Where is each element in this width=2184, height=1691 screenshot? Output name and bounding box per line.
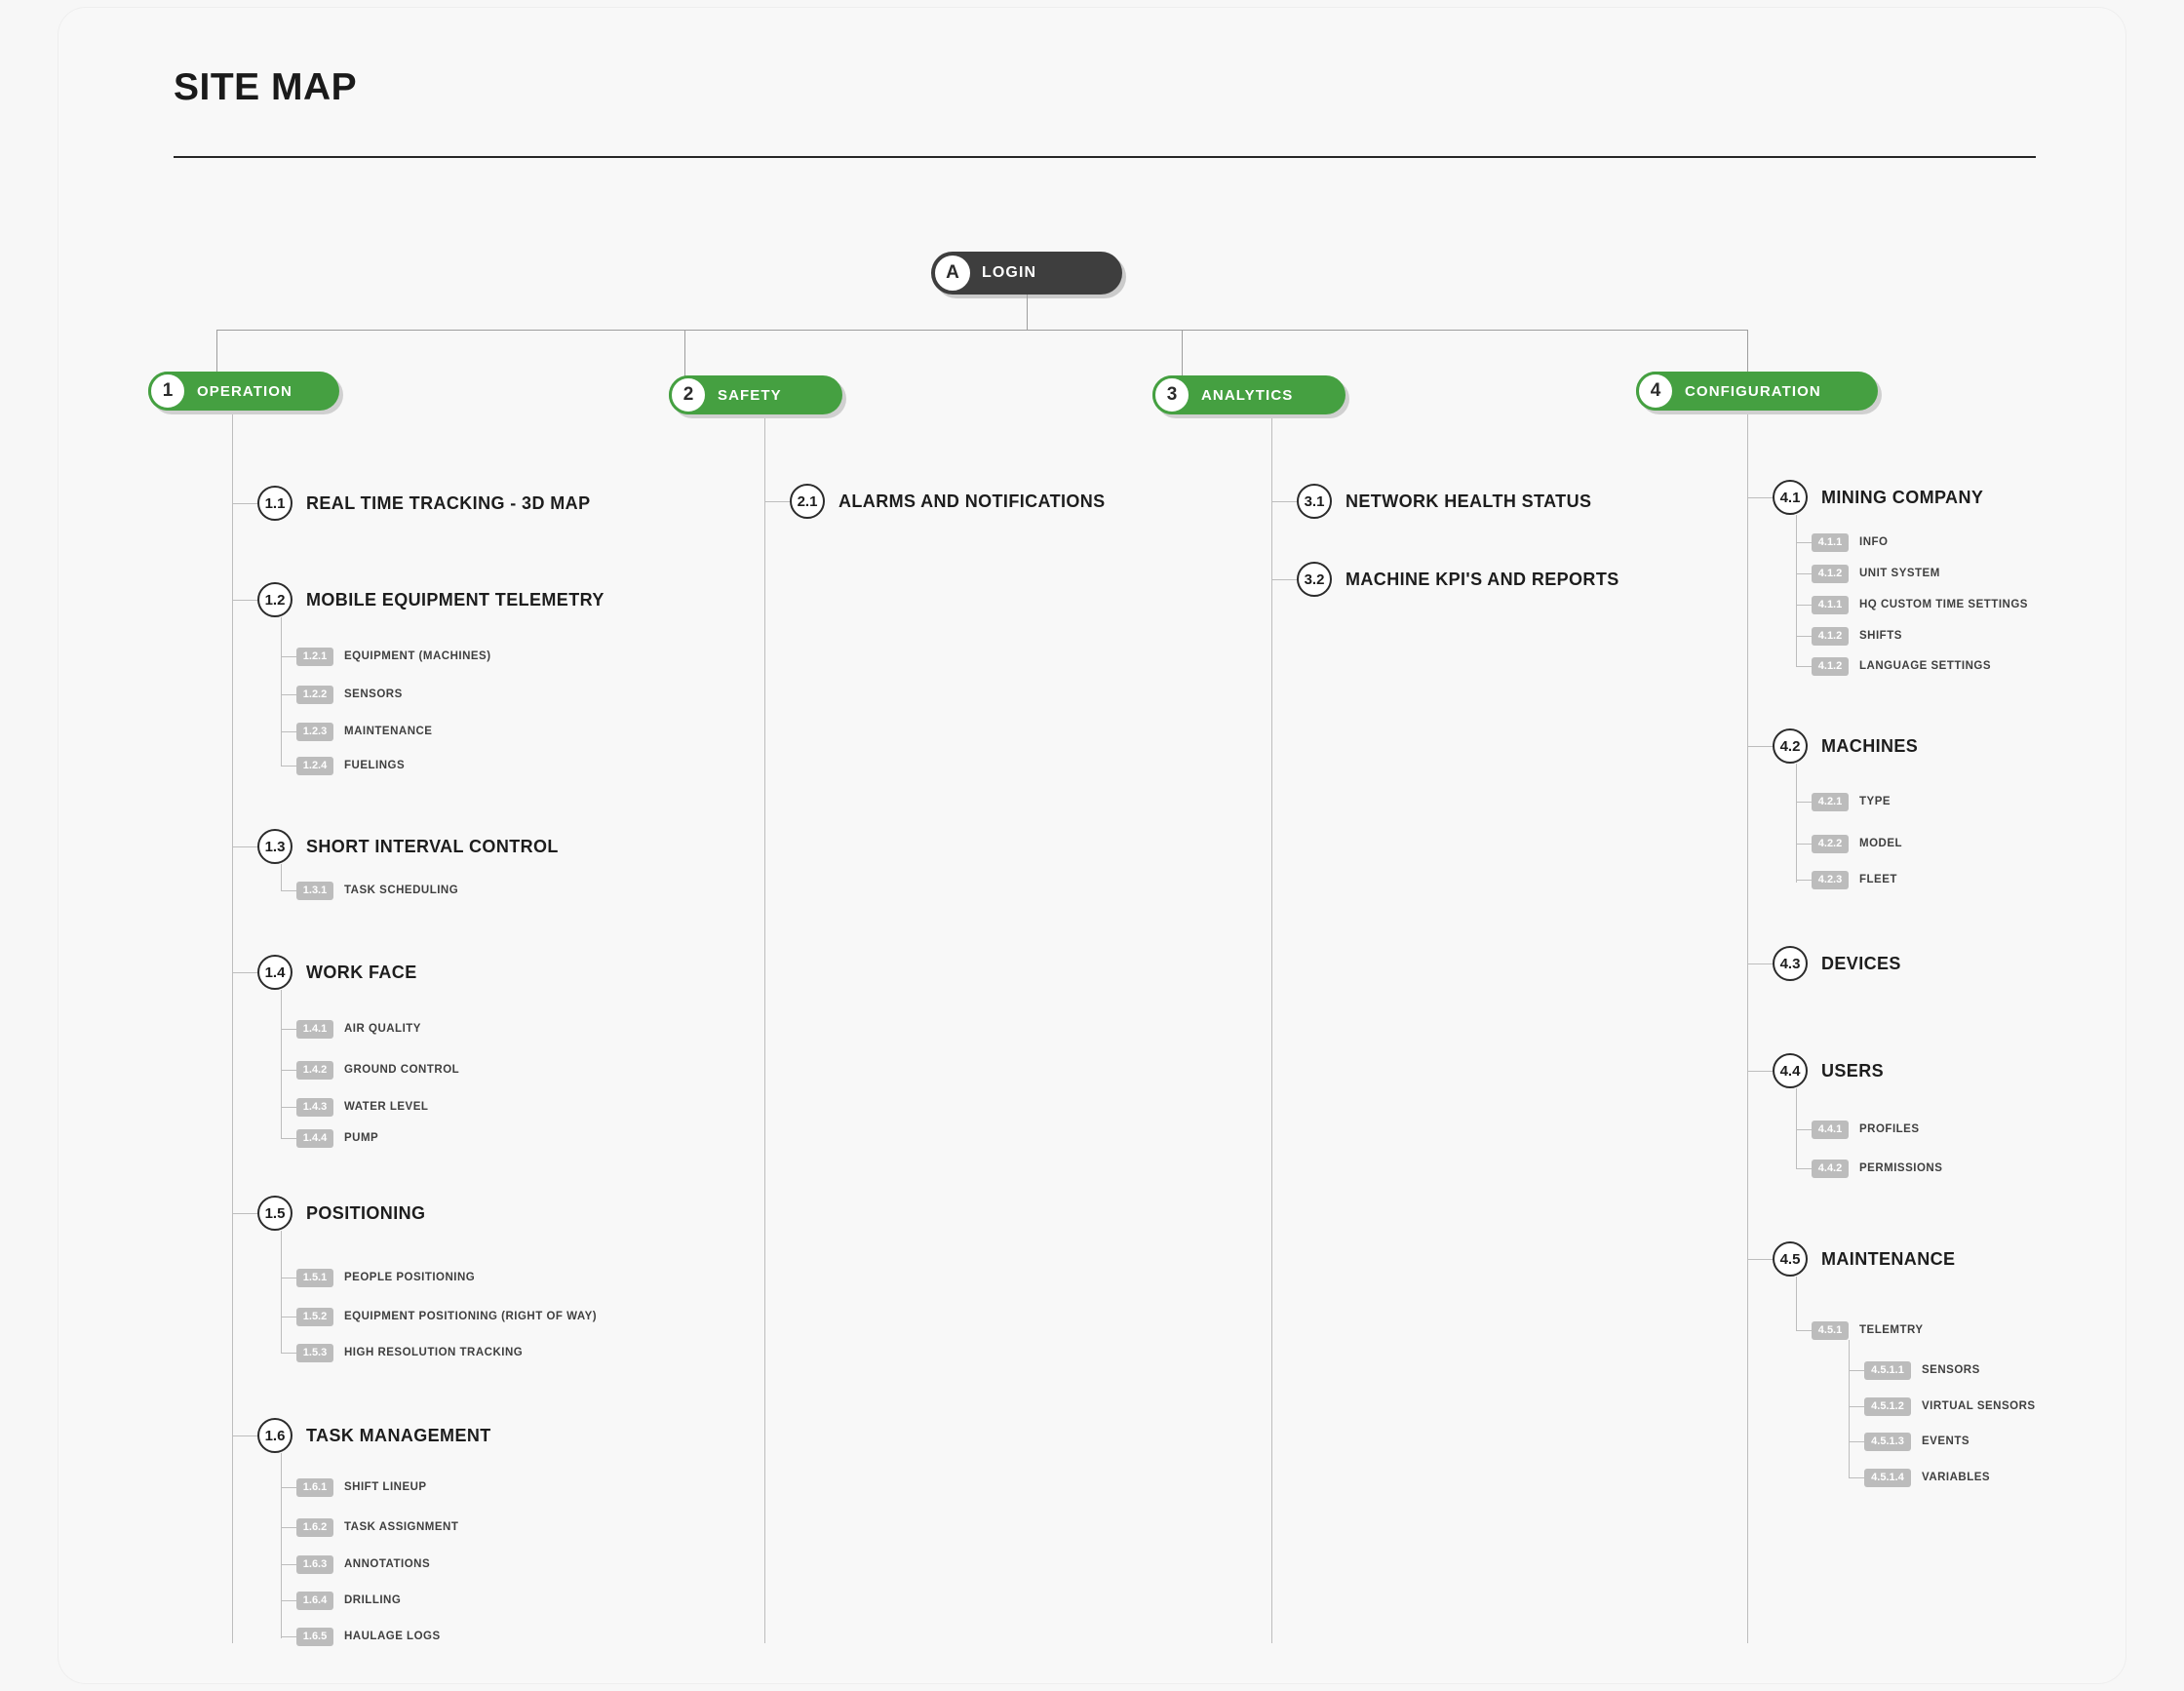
node-1-1-label: REAL TIME TRACKING - 3D MAP <box>306 492 591 513</box>
node-4-3-label: DEVICES <box>1821 953 1901 973</box>
node-1-2-3-chip: 1.2.3 <box>296 723 333 741</box>
node-4-1-1-chip: 4.1.1 <box>1812 533 1849 552</box>
connector-1-4-1 <box>281 1029 296 1030</box>
node-1-2-1-chip: 1.2.1 <box>296 648 333 666</box>
connector-4-5-1-4 <box>1849 1477 1864 1478</box>
connector-spine-configuration <box>1747 414 1748 1643</box>
connector-3-2 <box>1271 579 1297 580</box>
connector-4-1-2 <box>1796 573 1812 574</box>
node-1-4-1[interactable] <box>296 1019 421 1039</box>
node-operation-badge: 1 <box>148 372 187 411</box>
node-4-2-3-label: FLEET <box>1859 874 1897 885</box>
node-4-5-1-1[interactable] <box>1864 1360 1980 1380</box>
connector-spine-safety <box>764 418 765 1643</box>
node-1-4-1-label: AIR QUALITY <box>344 1023 421 1035</box>
connector-4-1-5 <box>1796 666 1812 667</box>
connector-spine-1-2 <box>281 617 282 766</box>
node-1-5-2[interactable] <box>296 1307 597 1326</box>
node-operation[interactable] <box>148 372 339 414</box>
node-1-6-1-chip: 1.6.1 <box>296 1478 333 1497</box>
node-1-6-1[interactable] <box>296 1477 427 1497</box>
connector-1-6-1 <box>281 1487 296 1488</box>
node-1-4-2-label: GROUND CONTROL <box>344 1064 460 1076</box>
node-1-4-badge: 1.4 <box>257 955 292 990</box>
node-1-4-3-label: WATER LEVEL <box>344 1101 429 1113</box>
connector-spine-4-1 <box>1796 515 1797 666</box>
node-login-label: LOGIN <box>982 264 1037 281</box>
connector-4-5 <box>1747 1259 1773 1260</box>
connector-1-2-2 <box>281 694 296 695</box>
node-4-1[interactable] <box>1773 480 1983 515</box>
connector-4-5-1 <box>1796 1330 1812 1331</box>
node-2-1[interactable] <box>790 484 1106 519</box>
connector-1-6-3 <box>281 1564 296 1565</box>
node-4-1-3[interactable] <box>1812 595 2028 614</box>
connector-1-4-4 <box>281 1138 296 1139</box>
node-1-2-2[interactable] <box>296 685 403 704</box>
connector-4-2-1 <box>1796 802 1812 803</box>
node-1-6-5-chip: 1.6.5 <box>296 1628 333 1646</box>
node-3-1-badge: 3.1 <box>1297 484 1332 519</box>
node-1-5-label: POSITIONING <box>306 1202 426 1223</box>
connector-4-2 <box>1747 746 1773 747</box>
node-4-4-badge: 4.4 <box>1773 1053 1808 1088</box>
page-title: SITE MAP <box>174 66 358 108</box>
node-4-1-5-label: LANGUAGE SETTINGS <box>1859 660 1992 672</box>
connector-spine-4-5 <box>1796 1277 1797 1330</box>
node-4-5-1-4-label: VARIABLES <box>1922 1472 1991 1483</box>
node-4-4-label: USERS <box>1821 1060 1885 1081</box>
connector-1-2-4 <box>281 766 296 767</box>
node-safety-label: SAFETY <box>718 386 782 404</box>
connector-1-4-2 <box>281 1070 296 1071</box>
node-1-2[interactable] <box>257 582 604 617</box>
connector-1-4 <box>232 972 257 973</box>
node-4-2-1[interactable] <box>1812 792 1891 811</box>
node-4-2-2[interactable] <box>1812 834 1902 853</box>
node-1-6-2[interactable] <box>296 1517 458 1537</box>
connector-4-1-3 <box>1796 605 1812 606</box>
node-1-6-label: TASK MANAGEMENT <box>306 1425 491 1445</box>
node-4-5-1-4[interactable] <box>1864 1468 1990 1487</box>
node-4-4-1-label: PROFILES <box>1859 1123 1920 1135</box>
node-configuration-label: CONFIGURATION <box>1685 382 1821 400</box>
connector-4-1 <box>1747 497 1773 498</box>
node-1-2-2-chip: 1.2.2 <box>296 686 333 704</box>
node-4-5-1-3-label: EVENTS <box>1922 1435 1970 1447</box>
node-1-3[interactable] <box>257 829 559 864</box>
node-1-4-4-chip: 1.4.4 <box>296 1129 333 1148</box>
node-4-4-2[interactable] <box>1812 1159 1942 1178</box>
node-4-2[interactable] <box>1773 728 1918 764</box>
node-1-5-3-label: HIGH RESOLUTION TRACKING <box>344 1347 524 1358</box>
node-1-6-3-label: ANNOTATIONS <box>344 1558 431 1570</box>
node-4-2-label: MACHINES <box>1821 735 1919 756</box>
node-4-1-4[interactable] <box>1812 626 1902 646</box>
node-1-2-3[interactable] <box>296 722 432 741</box>
node-1-2-label: MOBILE EQUIPMENT TELEMETRY <box>306 589 604 610</box>
connector-4-1-1 <box>1796 542 1812 543</box>
node-1-3-1-chip: 1.3.1 <box>296 882 333 900</box>
connector-1-2-3 <box>281 731 296 732</box>
node-1-2-4[interactable] <box>296 756 405 775</box>
node-1-5-1-label: PEOPLE POSITIONING <box>344 1272 476 1283</box>
node-1-4[interactable] <box>257 955 417 990</box>
connector-1-1 <box>232 503 257 504</box>
node-4-1-2[interactable] <box>1812 564 1940 583</box>
node-4-5-label: MAINTENANCE <box>1821 1248 1956 1269</box>
node-1-4-4[interactable] <box>296 1128 378 1148</box>
connector-4-4 <box>1747 1071 1773 1072</box>
node-1-2-3-label: MAINTENANCE <box>344 726 433 737</box>
connector-spine-analytics <box>1271 418 1272 1643</box>
connector-4-5-1-3 <box>1849 1441 1864 1442</box>
node-4-5-1-1-chip: 4.5.1.1 <box>1864 1361 1911 1380</box>
node-1-6-4[interactable] <box>296 1591 401 1610</box>
title-divider <box>174 156 2036 158</box>
node-1-3-1[interactable] <box>296 881 458 900</box>
node-3-2-badge: 3.2 <box>1297 562 1332 597</box>
node-4-5-1-2[interactable] <box>1864 1396 2036 1416</box>
connector-spine-operation <box>232 414 233 1643</box>
node-1-2-4-label: FUELINGS <box>344 760 406 771</box>
node-4-1-2-label: UNIT SYSTEM <box>1859 568 1940 579</box>
node-1-5-2-chip: 1.5.2 <box>296 1308 333 1326</box>
node-1-2-4-chip: 1.2.4 <box>296 757 333 775</box>
node-1-6-2-label: TASK ASSIGNMENT <box>344 1521 459 1533</box>
node-4-2-2-label: MODEL <box>1859 838 1903 849</box>
connector-1-2 <box>232 600 257 601</box>
node-1-5[interactable] <box>257 1196 425 1231</box>
node-4-1-label: MINING COMPANY <box>1821 487 1984 507</box>
node-1-4-3-chip: 1.4.3 <box>296 1098 333 1117</box>
connector-spine-1-5 <box>281 1231 282 1353</box>
node-1-2-1[interactable] <box>296 647 491 666</box>
connector-spine-4-5-1 <box>1849 1340 1850 1478</box>
connector-1-2-1 <box>281 656 296 657</box>
node-1-5-2-label: EQUIPMENT POSITIONING (RIGHT OF WAY) <box>344 1311 598 1322</box>
connector-root-stem <box>1027 295 1028 330</box>
node-2-1-label: ALARMS AND NOTIFICATIONS <box>838 491 1106 511</box>
node-configuration[interactable] <box>1636 372 1878 414</box>
node-4-1-1-label: INFO <box>1859 536 1889 548</box>
node-configuration-badge: 4 <box>1636 372 1675 411</box>
connector-4-1-4 <box>1796 636 1812 637</box>
node-4-5-1[interactable] <box>1812 1320 1924 1340</box>
node-4-4-2-chip: 4.4.2 <box>1812 1160 1849 1178</box>
node-4-5-badge: 4.5 <box>1773 1241 1808 1277</box>
node-4-1-3-label: HQ CUSTOM TIME SETTINGS <box>1859 599 2028 610</box>
node-4-1-2-chip: 4.1.2 <box>1812 565 1849 583</box>
node-4-5-1-2-label: VIRTUAL SENSORS <box>1922 1400 2036 1412</box>
node-1-6-2-chip: 1.6.2 <box>296 1518 333 1537</box>
node-1-6[interactable] <box>257 1418 491 1453</box>
node-4-5-1-chip: 4.5.1 <box>1812 1321 1849 1340</box>
connector-1-3-1 <box>281 890 296 891</box>
connector-1-6-4 <box>281 1600 296 1601</box>
node-4-1-4-chip: 4.1.2 <box>1812 627 1849 646</box>
connector-4-4-2 <box>1796 1168 1812 1169</box>
node-4-2-1-chip: 4.2.1 <box>1812 793 1849 811</box>
node-4-5[interactable] <box>1773 1241 1955 1277</box>
node-4-2-3[interactable] <box>1812 870 1897 889</box>
connector-1-4-3 <box>281 1107 296 1108</box>
node-1-3-1-label: TASK SCHEDULING <box>344 885 459 896</box>
connector-spine-1-4 <box>281 990 282 1138</box>
node-3-1-label: NETWORK HEALTH STATUS <box>1346 491 1592 511</box>
node-1-3-badge: 1.3 <box>257 829 292 864</box>
node-4-5-1-3[interactable] <box>1864 1432 1970 1451</box>
node-4-2-2-chip: 4.2.2 <box>1812 835 1849 853</box>
node-4-5-1-4-chip: 4.5.1.4 <box>1864 1469 1911 1487</box>
node-1-4-4-label: PUMP <box>344 1132 379 1144</box>
node-1-1[interactable] <box>257 486 590 521</box>
node-1-6-4-label: DRILLING <box>344 1594 402 1606</box>
node-1-4-2-chip: 1.4.2 <box>296 1061 333 1080</box>
node-4-1-4-label: SHIFTS <box>1859 630 1902 642</box>
node-1-6-5-label: HAULAGE LOGS <box>344 1631 441 1642</box>
node-1-5-3-chip: 1.5.3 <box>296 1344 333 1362</box>
connector-4-2-2 <box>1796 844 1812 845</box>
connector-4-5-1-2 <box>1849 1406 1864 1407</box>
node-1-6-3-chip: 1.6.3 <box>296 1555 333 1574</box>
connector-1-6-5 <box>281 1636 296 1637</box>
node-1-6-1-label: SHIFT LINEUP <box>344 1481 427 1493</box>
node-4-2-1-label: TYPE <box>1859 796 1892 807</box>
node-4-5-1-label: TELEMTRY <box>1859 1324 1924 1336</box>
connector-1-3 <box>232 846 257 847</box>
node-3-1[interactable] <box>1297 484 1591 519</box>
connector-4-3 <box>1747 963 1773 964</box>
connector-2-1 <box>764 501 790 502</box>
node-4-3-badge: 4.3 <box>1773 946 1808 981</box>
node-3-2-label: MACHINE KPI'S AND REPORTS <box>1346 569 1619 589</box>
node-1-6-3[interactable] <box>296 1554 430 1574</box>
node-4-1-5[interactable] <box>1812 656 1991 676</box>
node-1-2-1-label: EQUIPMENT (MACHINES) <box>344 650 491 662</box>
node-1-4-2[interactable] <box>296 1060 459 1080</box>
node-3-2[interactable] <box>1297 562 1619 597</box>
connector-1-6-2 <box>281 1527 296 1528</box>
node-4-2-3-chip: 4.2.3 <box>1812 871 1849 889</box>
node-1-4-1-chip: 1.4.1 <box>296 1020 333 1039</box>
connector-spine-4-2 <box>1796 764 1797 883</box>
connector-1-6 <box>232 1435 257 1436</box>
node-analytics[interactable] <box>1152 375 1346 418</box>
node-4-1-5-chip: 4.1.2 <box>1812 657 1849 676</box>
node-1-5-1[interactable] <box>296 1268 475 1287</box>
node-4-1-3-chip: 4.1.1 <box>1812 596 1849 614</box>
node-4-3[interactable] <box>1773 946 1901 981</box>
node-4-4-1[interactable] <box>1812 1120 1920 1139</box>
node-4-5-1-2-chip: 4.5.1.2 <box>1864 1397 1911 1416</box>
node-1-5-1-chip: 1.5.1 <box>296 1269 333 1287</box>
connector-spine-1-6 <box>281 1453 282 1638</box>
node-1-2-badge: 1.2 <box>257 582 292 617</box>
connector-4-5-1-1 <box>1849 1370 1864 1371</box>
connector-top-bus <box>216 330 1747 331</box>
node-analytics-label: ANALYTICS <box>1201 386 1294 404</box>
node-4-5-1-3-chip: 4.5.1.3 <box>1864 1433 1911 1451</box>
node-1-1-badge: 1.1 <box>257 486 292 521</box>
node-1-4-3[interactable] <box>296 1097 428 1117</box>
node-4-1-badge: 4.1 <box>1773 480 1808 515</box>
node-safety[interactable] <box>669 375 842 418</box>
node-4-2-badge: 4.2 <box>1773 728 1808 764</box>
node-4-4-1-chip: 4.4.1 <box>1812 1121 1849 1139</box>
node-operation-label: OPERATION <box>197 382 292 400</box>
connector-1-5-3 <box>281 1353 296 1354</box>
connector-3-1 <box>1271 501 1297 502</box>
node-1-6-5[interactable] <box>296 1627 441 1646</box>
node-1-3-label: SHORT INTERVAL CONTROL <box>306 836 559 856</box>
connector-1-5 <box>232 1213 257 1214</box>
connector-4-2-3 <box>1796 880 1812 881</box>
node-4-4[interactable] <box>1773 1053 1884 1088</box>
node-login[interactable] <box>931 252 1126 298</box>
node-1-5-badge: 1.5 <box>257 1196 292 1231</box>
node-2-1-badge: 2.1 <box>790 484 825 519</box>
node-login-badge: A <box>933 254 972 293</box>
node-analytics-badge: 3 <box>1152 375 1191 414</box>
node-1-2-2-label: SENSORS <box>344 688 403 700</box>
node-1-6-4-chip: 1.6.4 <box>296 1592 333 1610</box>
node-1-6-badge: 1.6 <box>257 1418 292 1453</box>
node-4-4-2-label: PERMISSIONS <box>1859 1162 1943 1174</box>
node-1-5-3[interactable] <box>296 1343 523 1362</box>
node-1-4-label: WORK FACE <box>306 962 417 982</box>
node-safety-badge: 2 <box>669 375 708 414</box>
node-4-1-1[interactable] <box>1812 532 1888 552</box>
node-4-5-1-1-label: SENSORS <box>1922 1364 1980 1376</box>
connector-4-4-1 <box>1796 1129 1812 1130</box>
connector-spine-1-3 <box>281 864 282 890</box>
